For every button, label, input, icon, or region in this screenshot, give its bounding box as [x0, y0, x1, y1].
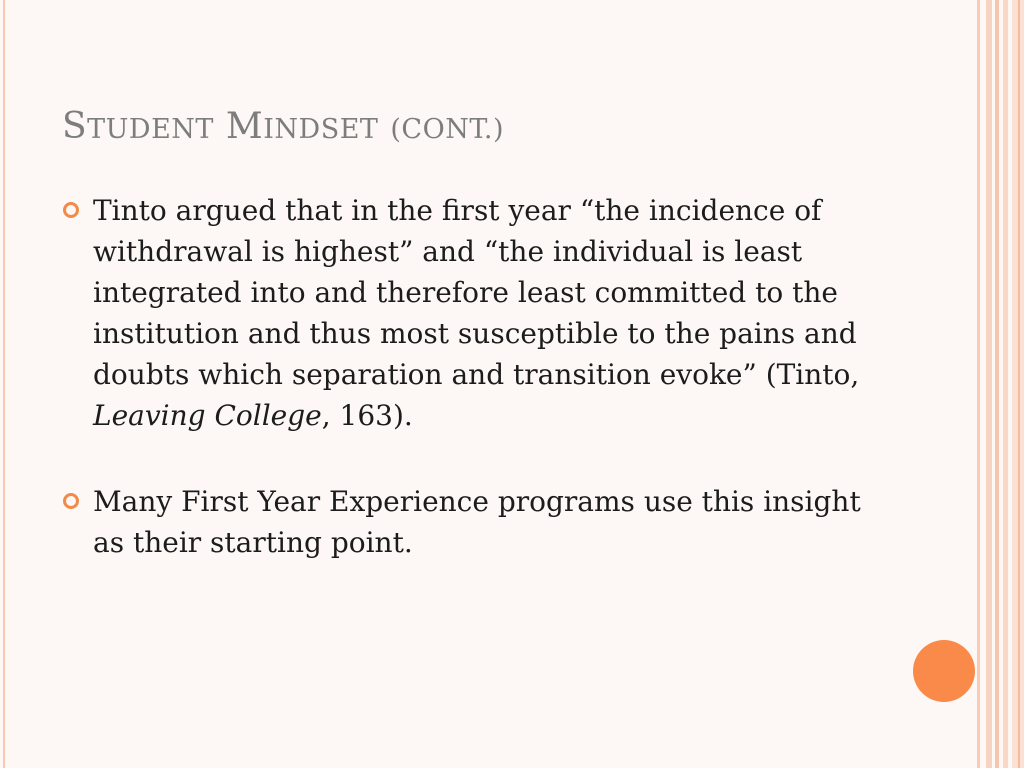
title-cap-s: S [62, 106, 88, 147]
title-cont: (CONT.) [390, 114, 504, 145]
bullet-text-main: Tinto argued that in the first year “the incidence of withdrawal is highest” and “the individual is least integrated into and therefore least committed to the institution and thus most susceptible to the pains and doubts which separation and transition evoke” (Tinto, [93, 194, 860, 391]
bullet-ring-icon [63, 493, 79, 509]
bullet-text-citation: , 163). [321, 399, 413, 432]
title-rest-student: TUDENT [87, 114, 214, 145]
title-rest-mindset: INDSET [263, 114, 379, 145]
bullet-list [58, 190, 878, 563]
bullet-ring-icon [63, 202, 79, 218]
decorative-stripe [1018, 0, 1020, 768]
bullet-item [58, 481, 878, 563]
bullet-text [93, 190, 878, 436]
decorative-stripe [1003, 0, 1008, 768]
decorative-stripe [977, 0, 980, 768]
slide-title [62, 106, 504, 147]
title-cap-m: M [225, 106, 264, 147]
bullet-text-book-title: Leaving College [93, 399, 322, 432]
bullet-text: Many First Year Experience programs use this insight as their starting point. [93, 485, 861, 559]
decorative-stripe [995, 0, 999, 768]
left-border-line [3, 0, 5, 768]
bullet-item [58, 190, 878, 436]
decorative-stripe [986, 0, 992, 768]
decorative-circle [913, 640, 975, 702]
